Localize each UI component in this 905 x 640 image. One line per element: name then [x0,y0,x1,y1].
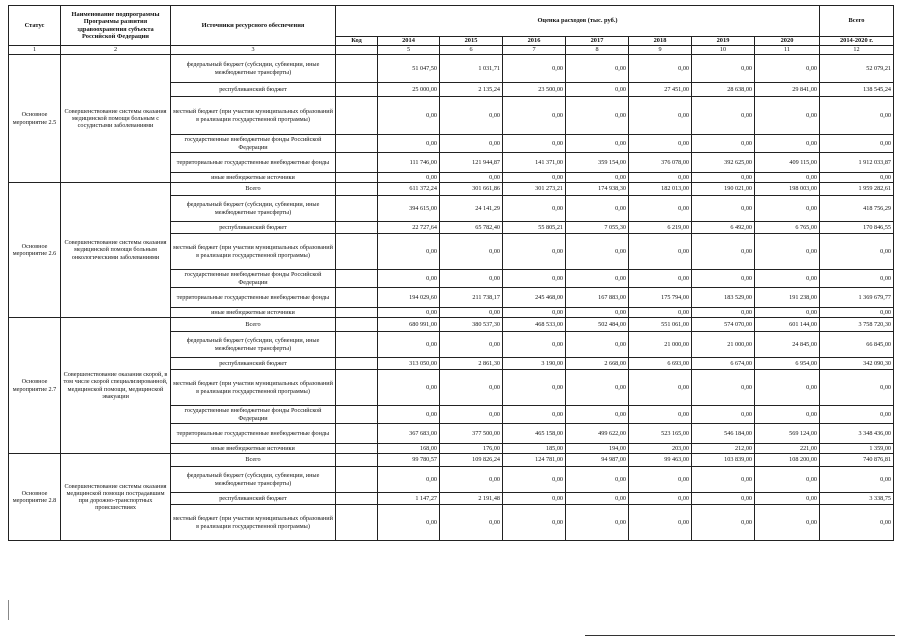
year-value-cell: 0,00 [755,370,820,406]
year-value-cell: 1 147,27 [378,493,440,505]
year-value-cell: 2 191,48 [440,493,503,505]
year-value-cell: 0,00 [755,493,820,505]
year-value-cell: 7 055,30 [566,222,629,234]
year-value-cell: 0,00 [566,173,629,183]
year-value-cell: 0,00 [440,505,503,541]
total-value-cell: 1 369 679,77 [820,288,894,308]
year-value-cell: 0,00 [440,270,503,288]
column-index: 5 [378,46,440,55]
year-value-cell: 0,00 [755,308,820,318]
column-index: 2 [61,46,171,55]
year-value-cell: 0,00 [503,406,566,424]
total-value-cell: 418 756,29 [820,196,894,222]
year-value-cell: 0,00 [629,270,692,288]
year-value-cell: 65 782,40 [440,222,503,234]
table-row [9,55,894,83]
year-value-cell: 94 987,00 [566,454,629,467]
header-status: Статус [9,6,61,46]
year-value-cell: 6 219,00 [629,222,692,234]
year-value-cell: 0,00 [566,332,629,358]
year-value-cell: 301 661,86 [440,183,503,196]
code-cell [336,493,378,505]
year-value-cell: 21 000,00 [692,332,755,358]
year-value-cell: 194,00 [566,444,629,454]
year-value-cell: 0,00 [378,467,440,493]
year-value-cell: 109 826,24 [440,454,503,467]
year-value-cell: 0,00 [755,467,820,493]
header-total: Всего [820,6,894,37]
funding-source-cell: республиканский бюджет [171,83,336,97]
total-value-cell: 0,00 [820,467,894,493]
code-cell [336,83,378,97]
year-value-cell: 359 154,00 [566,153,629,173]
year-value-cell: 0,00 [755,505,820,541]
year-value-cell: 2 861,30 [440,358,503,370]
year-value-cell: 29 841,00 [755,83,820,97]
funding-source-cell: местный бюджет (при участии муниципальных образований в реализации государственной программы) [171,97,336,135]
year-value-cell: 0,00 [566,505,629,541]
budget-document [8,5,893,541]
year-value-cell: 376 078,00 [629,153,692,173]
program-name-cell: Совершенствование системы оказания медицинской помощи пострадавшим при дорожно-транспортных происшествиях [61,454,171,541]
funding-source-cell: местный бюджет (при участии муниципальных образований в реализации государственной программы) [171,370,336,406]
year-value-cell: 0,00 [503,55,566,83]
year-value-cell: 185,00 [503,444,566,454]
year-value-cell: 0,00 [503,196,566,222]
header-year: 2017 [566,37,629,46]
funding-source-cell: территориальные государственные внебюджетные фонды [171,153,336,173]
year-value-cell: 0,00 [629,173,692,183]
column-index: 11 [755,46,820,55]
year-value-cell: 0,00 [629,135,692,153]
header-year: 2020 [755,37,820,46]
year-value-cell: 198 003,00 [755,183,820,196]
year-value-cell: 0,00 [378,332,440,358]
year-value-cell: 0,00 [629,196,692,222]
year-value-cell: 0,00 [440,467,503,493]
year-value-cell: 6 693,00 [629,358,692,370]
year-value-cell: 6 765,00 [755,222,820,234]
year-value-cell: 0,00 [378,270,440,288]
year-value-cell: 0,00 [503,135,566,153]
code-cell [336,505,378,541]
column-index: 1 [9,46,61,55]
year-value-cell: 21 000,00 [629,332,692,358]
code-cell [336,454,378,467]
year-value-cell: 25 000,00 [378,83,440,97]
year-value-cell: 24 141,29 [440,196,503,222]
year-value-cell: 0,00 [692,370,755,406]
total-value-cell: 3 758 720,30 [820,318,894,332]
year-value-cell: 0,00 [378,308,440,318]
column-index: 3 [171,46,336,55]
year-value-cell: 680 991,00 [378,318,440,332]
year-value-cell: 0,00 [503,493,566,505]
column-index: 10 [692,46,755,55]
funding-source-cell: иные внебюджетные источники [171,444,336,454]
funding-source-cell: республиканский бюджет [171,222,336,234]
header-year: 2016 [503,37,566,46]
year-value-cell: 574 070,00 [692,318,755,332]
funding-source-cell: иные внебюджетные источники [171,173,336,183]
code-cell [336,406,378,424]
header-sources: Источники ресурсного обеспечения [171,6,336,46]
column-index: 12 [820,46,894,55]
year-value-cell: 182 013,00 [629,183,692,196]
total-value-cell: 0,00 [820,135,894,153]
funding-source-cell: федеральный бюджет (субсидии, субвенции, иные межбюджетные трансферты) [171,196,336,222]
header-program-name: Наименование подпрограммы Программы развития здравоохранения субъекта Российской Федерации [61,6,171,46]
code-cell [336,173,378,183]
year-value-cell: 0,00 [692,406,755,424]
year-value-cell: 523 165,00 [629,424,692,444]
column-index: 8 [566,46,629,55]
year-value-cell: 0,00 [629,234,692,270]
code-cell [336,318,378,332]
year-value-cell: 0,00 [629,97,692,135]
year-value-cell: 183 529,00 [692,288,755,308]
year-value-cell: 0,00 [629,370,692,406]
column-index [336,46,378,55]
year-value-cell: 0,00 [755,234,820,270]
year-value-cell: 0,00 [692,270,755,288]
year-value-cell: 394 615,00 [378,196,440,222]
header-year: 2014 [378,37,440,46]
total-value-cell: 138 545,24 [820,83,894,97]
funding-source-cell: государственные внебюджетные фонды Российской Федерации [171,270,336,288]
year-value-cell: 22 727,64 [378,222,440,234]
year-value-cell: 124 781,00 [503,454,566,467]
year-value-cell: 0,00 [566,83,629,97]
year-value-cell: 0,00 [440,406,503,424]
year-value-cell: 99 780,57 [378,454,440,467]
year-value-cell: 0,00 [566,196,629,222]
table-row [9,183,894,196]
year-value-cell: 51 047,50 [378,55,440,83]
year-value-cell: 0,00 [755,270,820,288]
funding-source-cell: территориальные государственные внебюджетные фонды [171,424,336,444]
year-value-cell: 0,00 [566,493,629,505]
year-value-cell: 0,00 [378,406,440,424]
table-row [9,454,894,467]
total-value-cell: 0,00 [820,97,894,135]
funding-source-cell: местный бюджет (при участии муниципальных образований в реализации государственной программы) [171,234,336,270]
year-value-cell: 191 238,00 [755,288,820,308]
year-value-cell: 167 883,00 [566,288,629,308]
year-value-cell: 0,00 [755,173,820,183]
code-cell [336,222,378,234]
code-cell [336,183,378,196]
table-body [9,55,894,541]
total-value-cell: 0,00 [820,234,894,270]
year-value-cell: 108 200,00 [755,454,820,467]
code-cell [336,196,378,222]
total-value-cell: 0,00 [820,406,894,424]
year-value-cell: 175 794,00 [629,288,692,308]
year-value-cell: 141 371,00 [503,153,566,173]
year-value-cell: 0,00 [378,370,440,406]
funding-source-cell: иные внебюджетные источники [171,308,336,318]
total-value-cell: 342 090,30 [820,358,894,370]
code-cell [336,135,378,153]
code-cell [336,444,378,454]
year-value-cell: 409 115,00 [755,153,820,173]
code-cell [336,308,378,318]
year-value-cell: 0,00 [755,406,820,424]
year-value-cell: 380 537,30 [440,318,503,332]
year-value-cell: 0,00 [440,173,503,183]
total-value-cell: 0,00 [820,505,894,541]
column-index: 7 [503,46,566,55]
funding-source-cell: территориальные государственные внебюджетные фонды [171,288,336,308]
year-value-cell: 0,00 [503,270,566,288]
year-value-cell: 0,00 [440,332,503,358]
year-value-cell: 551 061,00 [629,318,692,332]
program-name-cell: Совершенствование системы оказания медицинской помощи больным с сосудистыми заболеваниями [61,55,171,183]
year-value-cell: 212,00 [692,444,755,454]
code-cell [336,332,378,358]
year-value-cell: 0,00 [629,406,692,424]
funding-source-cell: Всего [171,454,336,467]
year-value-cell: 0,00 [440,370,503,406]
year-value-cell: 0,00 [692,505,755,541]
funding-source-cell: местный бюджет (при участии муниципальных образований в реализации государственной программы) [171,505,336,541]
year-value-cell: 569 124,00 [755,424,820,444]
year-value-cell: 0,00 [692,173,755,183]
year-value-cell: 221,00 [755,444,820,454]
year-value-cell: 6 674,00 [692,358,755,370]
year-value-cell: 0,00 [629,493,692,505]
year-value-cell: 121 944,87 [440,153,503,173]
year-value-cell: 0,00 [755,97,820,135]
year-value-cell: 111 746,00 [378,153,440,173]
total-value-cell: 1 359,00 [820,444,894,454]
year-value-cell: 0,00 [566,55,629,83]
year-value-cell: 174 938,30 [566,183,629,196]
year-value-cell: 601 144,00 [755,318,820,332]
year-value-cell: 0,00 [503,173,566,183]
funding-source-cell: Всего [171,183,336,196]
year-value-cell: 0,00 [503,234,566,270]
year-value-cell: 0,00 [378,97,440,135]
year-value-cell: 28 638,00 [692,83,755,97]
year-value-cell: 392 625,00 [692,153,755,173]
year-value-cell: 0,00 [378,234,440,270]
status-cell: Основное мероприятие 2.5 [9,55,61,183]
year-value-cell: 0,00 [503,308,566,318]
total-value-cell: 0,00 [820,270,894,288]
year-value-cell: 0,00 [503,467,566,493]
year-value-cell: 465 158,00 [503,424,566,444]
year-value-cell: 0,00 [692,97,755,135]
total-value-cell: 66 845,00 [820,332,894,358]
funding-source-cell: государственные внебюджетные фонды Российской Федерации [171,135,336,153]
year-value-cell: 0,00 [566,406,629,424]
page-bottom-rule [585,635,895,636]
year-value-cell: 0,00 [755,55,820,83]
column-index: 9 [629,46,692,55]
year-value-cell: 176,00 [440,444,503,454]
code-cell [336,234,378,270]
year-value-cell: 0,00 [503,370,566,406]
status-cell: Основное мероприятие 2.6 [9,183,61,318]
year-value-cell: 0,00 [566,135,629,153]
year-value-cell: 0,00 [566,370,629,406]
code-cell [336,288,378,308]
year-value-cell: 0,00 [629,505,692,541]
funding-source-cell: государственные внебюджетные фонды Российской Федерации [171,406,336,424]
year-value-cell: 194 029,60 [378,288,440,308]
year-value-cell: 203,00 [629,444,692,454]
year-value-cell: 211 738,17 [440,288,503,308]
header-year: 2019 [692,37,755,46]
year-value-cell: 301 273,21 [503,183,566,196]
funding-source-cell: Всего [171,318,336,332]
margin-mark [8,600,9,620]
year-value-cell: 23 500,00 [503,83,566,97]
code-cell [336,467,378,493]
year-value-cell: 313 050,00 [378,358,440,370]
funding-source-cell: федеральный бюджет (субсидии, субвенции, иные межбюджетные трансферты) [171,55,336,83]
year-value-cell: 0,00 [378,505,440,541]
year-value-cell: 0,00 [566,467,629,493]
code-cell [336,370,378,406]
year-value-cell: 468 533,00 [503,318,566,332]
year-value-cell: 0,00 [629,308,692,318]
year-value-cell: 502 484,00 [566,318,629,332]
program-name-cell: Совершенствование оказания скорой, в том числе скорой специализированной, медицинской помощи, медицинской эвакуации [61,318,171,454]
header-year: 2015 [440,37,503,46]
year-value-cell: 0,00 [440,97,503,135]
year-value-cell: 6 954,00 [755,358,820,370]
year-value-cell: 190 021,00 [692,183,755,196]
total-value-cell: 1 912 033,87 [820,153,894,173]
year-value-cell: 24 845,00 [755,332,820,358]
funding-source-cell: республиканский бюджет [171,493,336,505]
funding-source-cell: федеральный бюджет (субсидии, субвенции, иные межбюджетные трансферты) [171,332,336,358]
code-cell [336,153,378,173]
code-cell [336,55,378,83]
year-value-cell: 611 372,24 [378,183,440,196]
total-value-cell: 3 348 436,00 [820,424,894,444]
year-value-cell: 0,00 [440,308,503,318]
year-value-cell: 0,00 [378,173,440,183]
total-value-cell: 0,00 [820,308,894,318]
year-value-cell: 6 492,00 [692,222,755,234]
year-value-cell: 0,00 [692,467,755,493]
table-row [9,318,894,332]
total-value-cell: 3 338,75 [820,493,894,505]
year-value-cell: 0,00 [378,135,440,153]
year-value-cell: 1 031,71 [440,55,503,83]
code-cell [336,97,378,135]
year-value-cell: 0,00 [755,196,820,222]
year-value-cell: 3 190,00 [503,358,566,370]
year-value-cell: 0,00 [503,332,566,358]
header-total-period: 2014-2020 г. [820,37,894,46]
column-index: 6 [440,46,503,55]
year-value-cell: 27 451,00 [629,83,692,97]
year-value-cell: 0,00 [629,55,692,83]
code-cell [336,270,378,288]
year-value-cell: 168,00 [378,444,440,454]
year-value-cell: 99 463,00 [629,454,692,467]
total-value-cell: 52 079,21 [820,55,894,83]
year-value-cell: 499 622,00 [566,424,629,444]
funding-source-cell: республиканский бюджет [171,358,336,370]
header-estimate: Оценка расходов (тыс. руб.) [336,6,820,37]
year-value-cell: 367 683,00 [378,424,440,444]
code-cell [336,424,378,444]
header-year: 2018 [629,37,692,46]
year-value-cell: 0,00 [440,234,503,270]
year-value-cell: 0,00 [566,308,629,318]
status-cell: Основное мероприятие 2.8 [9,454,61,541]
header-code: Код [336,37,378,46]
year-value-cell: 0,00 [755,135,820,153]
year-value-cell: 0,00 [440,135,503,153]
year-value-cell: 0,00 [692,135,755,153]
year-value-cell: 245 468,00 [503,288,566,308]
year-value-cell: 0,00 [692,493,755,505]
year-value-cell: 0,00 [629,467,692,493]
year-value-cell: 103 839,00 [692,454,755,467]
year-value-cell: 0,00 [566,97,629,135]
year-value-cell: 2 668,00 [566,358,629,370]
code-cell [336,358,378,370]
year-value-cell: 0,00 [566,270,629,288]
year-value-cell: 0,00 [566,234,629,270]
year-value-cell: 546 184,00 [692,424,755,444]
year-value-cell: 377 500,00 [440,424,503,444]
year-value-cell: 55 805,21 [503,222,566,234]
year-value-cell: 0,00 [692,234,755,270]
year-value-cell: 0,00 [692,308,755,318]
year-value-cell: 2 135,24 [440,83,503,97]
budget-table [8,5,894,541]
total-value-cell: 0,00 [820,173,894,183]
total-value-cell: 170 846,55 [820,222,894,234]
year-value-cell: 0,00 [503,97,566,135]
total-value-cell: 1 959 282,61 [820,183,894,196]
total-value-cell: 740 876,81 [820,454,894,467]
status-cell: Основное мероприятие 2.7 [9,318,61,454]
year-value-cell: 0,00 [503,505,566,541]
total-value-cell: 0,00 [820,370,894,406]
year-value-cell: 0,00 [692,55,755,83]
funding-source-cell: федеральный бюджет (субсидии, субвенции, иные межбюджетные трансферты) [171,467,336,493]
program-name-cell: Совершенствование системы оказания медицинской помощи больным онкологическими заболеваниями [61,183,171,318]
year-value-cell: 0,00 [692,196,755,222]
